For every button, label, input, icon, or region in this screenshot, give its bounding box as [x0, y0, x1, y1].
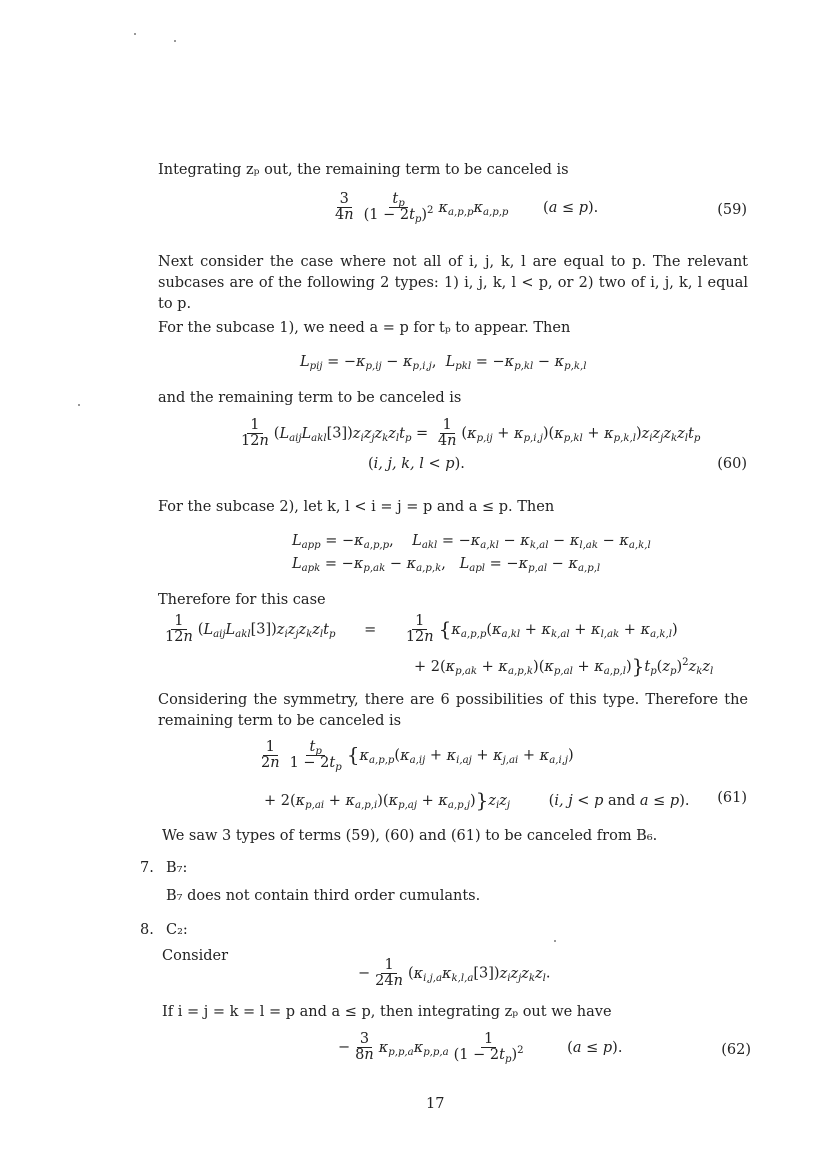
- list-item-7-head: B₇:: [166, 860, 188, 876]
- paragraph-if: If i = j = k = l = p and a ≤ p, then integrating zₚ out we have: [162, 1004, 612, 1020]
- paragraph-subcase-1: For the subcase 1), we need a = p for tₚ to appear. Then: [158, 320, 571, 336]
- list-item-7-label: 7.: [140, 860, 154, 876]
- equation-L-defs-1: $L_{pij} = -\kappa_{p,ij} - \kappa_{p,i,j}$, $L_{pkl} = -\kappa_{p,kl} - \kappa_{p,k,l}$: [300, 354, 587, 372]
- equation-case-line1: $\frac{1}{12n}$ $(L_{aij}L_{akl}[3])z_iz_jz_kz_lt_p$ = $\frac{1}{12n}$ {$\kappa_{a,p,p}(\kappa_{a,kl} + \kappa_{k,al} + \kappa_{l,ak} + \kappa_{a,k,l})$: [165, 613, 678, 646]
- list-item-8-head: C₂:: [166, 922, 188, 938]
- list-item-8-label: 8.: [140, 922, 154, 938]
- equation-61-line2: + $2(\kappa_{p,ai} + \kappa_{a,p,i})(\kappa_{p,aj} + \kappa_{a,p,j})\}z_iz_j$ (i, j < p and a ≤ p).: [264, 788, 690, 812]
- equation-60-cond: (i, j, k, l < p).: [368, 456, 465, 472]
- paragraph-therefore: Therefore for this case: [158, 592, 326, 608]
- equation-61-tag: (61): [717, 790, 747, 806]
- paragraph-next-consider: Next consider the case where not all of i, j, k, l are equal to p. The relevant subcases are of the following 2 types: 1) i, j, k, l < p, or 2) two of i, j, k, l equal to p.: [158, 254, 748, 312]
- equation-59-tag: (59): [717, 202, 747, 218]
- equation-case-line2: + $2(\kappa_{p,ak} + \kappa_{a,p,k})(\kappa_{p,al} + \kappa_{a,p,l})\}t_p(z_p)^2z_kz_l$: [414, 654, 714, 678]
- paragraph-integrating: Integrating zₚ out, the remaining term to be canceled is: [158, 162, 569, 178]
- scan-speck: [554, 940, 556, 942]
- paragraph-subcase-2: For the subcase 2), let k, l < i = j = p and a ≤ p. Then: [158, 499, 555, 515]
- equation-61-line1: $\frac{1}{2n}$ $\frac{t_p}{1 - 2t_p}$ {$\kappa_{a,p,p}(\kappa_{a,ij} + \kappa_{i,aj} + \kappa_{j,ai} + \kappa_{a,i,j})$: [261, 739, 574, 774]
- equation-L-defs-2b: $L_{apk} = -\kappa_{p,ak} - \kappa_{a,p,k}$, $L_{apl} = -\kappa_{p,al} - \kappa_{a,p,l}$: [292, 556, 601, 574]
- paragraph-we-saw: We saw 3 types of terms (59), (60) and (61) to be canceled from B₆.: [162, 828, 658, 844]
- equation-59: $\frac{3}{4n}$ $\frac{t_p}{(1 - 2t_p)^2}$ $\kappa_{a,p,p}\kappa_{a,p,p}$ (a ≤ p).: [335, 191, 599, 226]
- list-item-7-text: B₇ does not contain third order cumulants.: [166, 888, 481, 904]
- scan-speck: [134, 33, 136, 35]
- equation-62-tag: (62): [721, 1042, 751, 1058]
- page-number: 17: [426, 1096, 445, 1112]
- equation-C2: − $\frac{1}{24n}$ $(\kappa_{i,j,a}\kappa_{k,l,a}[3])z_iz_jz_kz_l$.: [358, 957, 551, 990]
- equation-L-defs-2a: $L_{app} = -\kappa_{a,p,p}$, $L_{akl} = -\kappa_{a,kl} - \kappa_{k,al} - \kappa_{l,ak} - \kappa_{a,k,l}$: [292, 533, 651, 551]
- list-item-8-consider: Consider: [162, 948, 229, 964]
- equation-60: $\frac{1}{12n}$ $(L_{aij}L_{akl}[3])z_iz_jz_kz_lt_p$ = $\frac{1}{4n}$ $(\kappa_{p,ij} + \kappa_{p,i,j})(\kappa_{p,kl} + \kappa_{p,k,l})z_iz_jz_kz_lt_p$: [241, 417, 701, 450]
- equation-60-tag: (60): [717, 456, 747, 472]
- equation-62: − $\frac{3}{8n}$ $\kappa_{p,p,a}\kappa_{p,p,a}$ $\frac{1}{(1 - 2t_p)^2}$ (a ≤ p).: [338, 1031, 623, 1066]
- scan-speck: [174, 40, 176, 42]
- paragraph-symmetry: Considering the symmetry, there are 6 possibilities of this type. Therefore the remaining term to be canceled is: [158, 692, 748, 729]
- scan-speck: [78, 404, 80, 406]
- paragraph-remaining-term: and the remaining term to be canceled is: [158, 390, 462, 406]
